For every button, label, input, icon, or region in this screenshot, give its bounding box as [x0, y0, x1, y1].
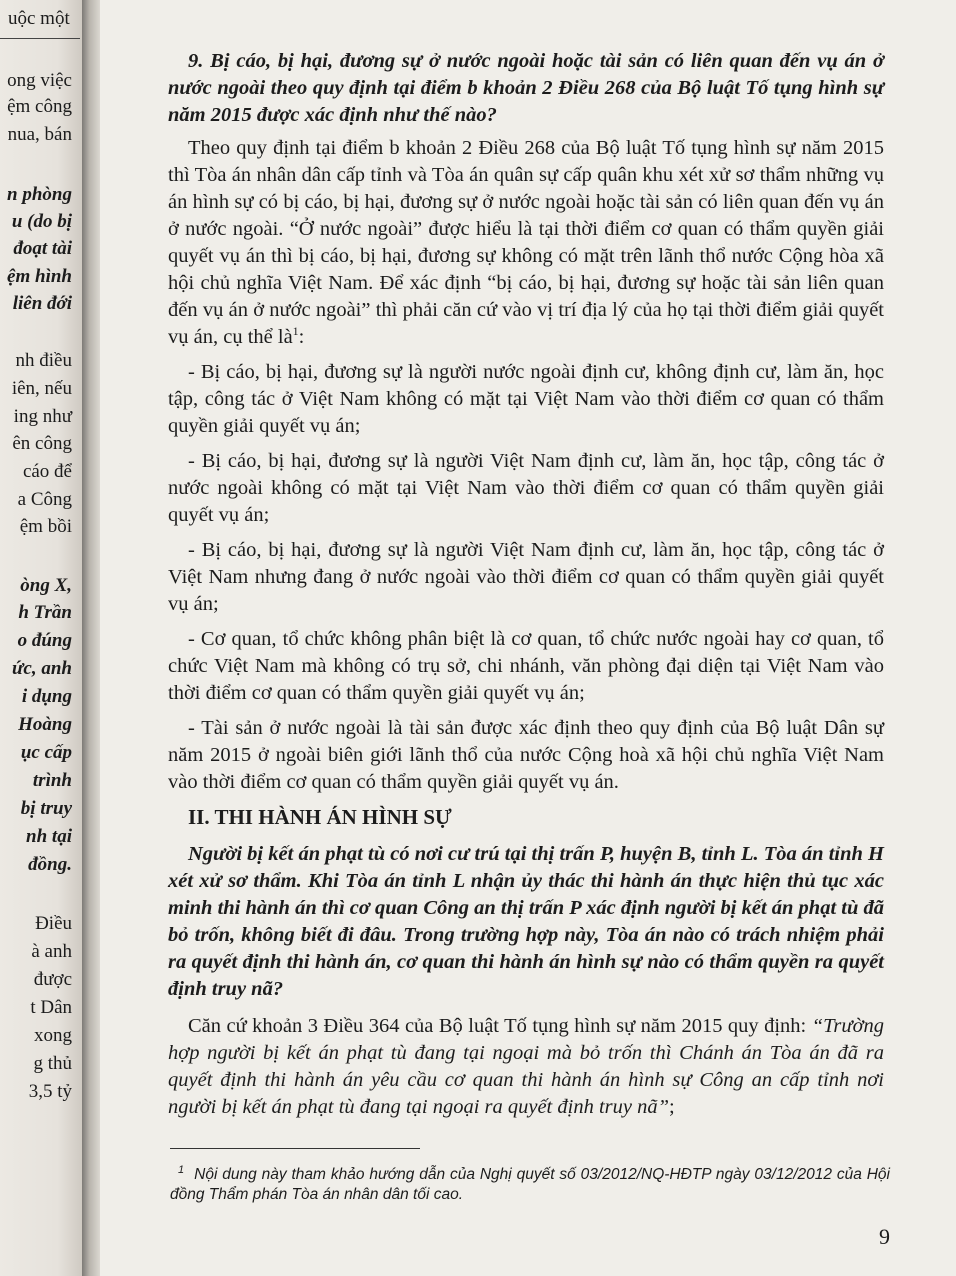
previous-page-line: được: [33, 969, 72, 990]
previous-page-line: ệm bồi: [19, 516, 72, 537]
page-number: 9: [879, 1224, 890, 1249]
previous-page-line: ệm công: [7, 96, 72, 117]
previous-page-line: g thủ: [33, 1053, 72, 1074]
previous-page-line: nua, bán: [7, 124, 72, 145]
previous-page-line: ức, anh: [12, 658, 72, 679]
previous-page-line: Hoàng: [18, 714, 72, 735]
section-heading: II. THI HÀNH ÁN HÌNH SỰ: [188, 805, 452, 829]
list-item: - Bị cáo, bị hại, đương sự là người Việt Nam định cư, làm ăn, học tập, công tác ở nước ngoài không có mặt tại Việt Nam vào thời điểm cơ quan có thẩm quyền giải quyết vụ án;: [168, 450, 884, 526]
quote-intro: Căn cứ khoản 3 Điều 364 của Bộ luật Tố tụng hình sự năm 2015 quy định:: [188, 1015, 807, 1037]
footnote-text: Nội dung này tham khảo hướng dẫn của Nghị quyết số 03/2012/NQ-HĐTP ngày 03/12/2012 của Hội đồng Thẩm phán Tòa án nhân dân tối cao.: [170, 1166, 890, 1204]
legal-quote: “Trường hợp người bị kết án phạt tù đang tại ngoại mà bỏ trốn thì Chánh án Tòa án đã ra quyết định thi hành án yêu cầu cơ quan thi hành án hình sự Công an cấp tỉnh nơi người bị kết án phạt tù đang tại ngoại ra quyết định truy nã”: [168, 1015, 885, 1118]
previous-page-line: o đúng: [17, 630, 72, 651]
previous-page-line: Điều: [35, 913, 72, 934]
previous-page-line: trình: [32, 770, 72, 791]
previous-page-line: nh điều: [15, 350, 72, 371]
previous-page-line: a Công: [17, 489, 72, 510]
previous-page-line: ục cấp: [20, 742, 72, 763]
previous-page-line: ệm hình: [7, 266, 72, 287]
list-item: - Cơ quan, tổ chức không phân biệt là cơ quan, tổ chức nước ngoài hay cơ quan, tổ chức Việt Nam mà không có trụ sở, chi nhánh, văn phòng đại diện tại Việt Nam vào thời điểm cơ quan có thẩm quyền giải quyết vụ án;: [168, 628, 884, 704]
list-item: - Tài sản ở nước ngoài là tài sản được xác định theo quy định của Bộ luật Dân sự năm 2015 ở ngoài biên giới lãnh thổ của nước Cộng hoà xã hội chủ nghĩa Việt Nam vào thời điểm cơ quan có thẩm quyền giải quyết vụ án.: [168, 717, 884, 793]
list-item: - Bị cáo, bị hại, đương sự là người Việt Nam định cư, làm ăn, học tập, công tác ở Việt Nam nhưng đang ở nước ngoài vào thời điểm cơ quan có thẩm quyền giải quyết vụ án;: [168, 539, 884, 615]
page-content: [168, 48, 884, 1121]
previous-page-line: 3,5 tỷ: [28, 1081, 72, 1102]
previous-page-line: xong: [34, 1025, 72, 1046]
footnote-mark: 1: [178, 1164, 185, 1176]
previous-page-line: đoạt tài: [13, 238, 72, 259]
previous-page-line: ing như: [13, 406, 72, 427]
previous-page-line: liên đới: [12, 293, 72, 314]
answer-paragraph: [168, 1013, 884, 1121]
previous-page-line: nh tại: [26, 826, 72, 847]
list-item: - Bị cáo, bị hại, đương sự là người nước ngoài định cư, không định cư, làm ăn, học tập, công tác ở Việt Nam không có mặt tại Việt Nam vào thời điểm cơ quan có thẩm quyền giải quyết vụ án;: [168, 361, 884, 437]
previous-page-line: n phòng: [7, 184, 72, 205]
previous-page-line: i dụng: [21, 686, 72, 707]
answer-text: Theo quy định tại điểm b khoản 2 Điều 268 của Bộ luật Tố tụng hình sự năm 2015 thì Tòa án nhân dân cấp tỉnh và Tòa án quân sự cấp quân khu xét xử sơ thẩm những vụ án hình sự có bị cáo, bị hại, đương sự ở nước ngoài hoặc tài sản có liên quan đến vụ án ở nước ngoài. “Ở nước ngoài” được hiểu là tại thời điểm cơ quan có thẩm quyền giải quyết vụ án thì bị cáo, bị hại, đương sự không có mặt trên lãnh thổ nước Cộng hòa xã hội chủ nghĩa Việt Nam. Để xác định “bị cáo, bị hại, đương sự hoặc tài sản liên quan đến vụ án ở nước ngoài” thì phải căn cứ vào vị trí địa lý của họ tại thời điểm giải quyết vụ án, cụ thể là: [168, 137, 884, 348]
previous-page-line: u (do bị: [11, 211, 72, 232]
previous-page-line: t Dân: [30, 997, 72, 1018]
answer-paragraph: [168, 135, 884, 351]
previous-page-header: uộc một: [8, 8, 70, 29]
previous-page-line: ong việc: [7, 70, 72, 91]
footnote-reference: 1: [292, 324, 299, 339]
situation-question: Người bị kết án phạt tù có nơi cư trú tại thị trấn P, huyện B, tỉnh L. Tòa án tỉnh H xét xử sơ thẩm. Khi Tòa án tỉnh L nhận ủy thác thi hành án thực hiện thủ tục xác minh thi hành án thì cơ quan Công an thị trấn P xác định người bị kết án phạt tù đã bỏ trốn, không biết đi đâu. Trong trường hợp này, Tòa án nào có trách nhiệm phải ra quyết định thi hành án, cơ quan thi hành án hình sự nào có thẩm quyền ra quyết định truy nã?: [168, 843, 884, 1000]
book-page: [100, 0, 956, 1276]
previous-page-edge: [0, 0, 82, 1276]
previous-page-line: ên công: [12, 433, 72, 454]
previous-page-line: cáo để: [22, 461, 72, 482]
answer-colon: :: [298, 326, 305, 348]
previous-page-line: đồng.: [28, 854, 72, 875]
footnote-divider: [170, 1148, 420, 1149]
previous-page-line: òng X,: [20, 575, 72, 596]
footnote: [170, 1160, 890, 1205]
quote-end: ;: [669, 1096, 675, 1118]
previous-page-line: h Trần: [18, 602, 72, 623]
previous-page-line: iên, nếu: [11, 378, 72, 399]
previous-page-line: bị truy: [20, 798, 72, 819]
previous-page-line: à anh: [31, 941, 72, 962]
question-heading: 9. Bị cáo, bị hại, đương sự ở nước ngoài hoặc tài sản có liên quan đến vụ án ở nước ngoài theo quy định tại điểm b khoản 2 Điều 268 của Bộ luật Tố tụng hình sự năm 2015 được xác định như thế nào?: [168, 50, 884, 126]
